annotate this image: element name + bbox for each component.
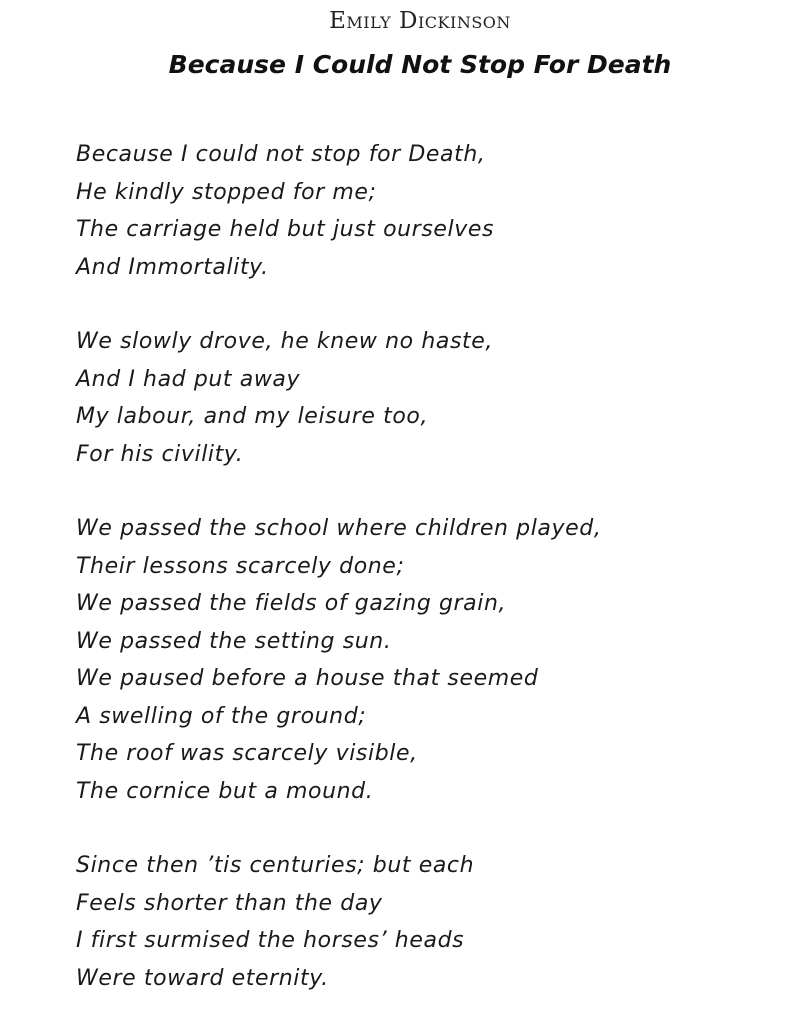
poem-line: Feels shorter than the day xyxy=(76,890,383,916)
poem-line: He kindly stopped for me; xyxy=(76,179,377,205)
poem-line: We slowly drove, he knew no haste, xyxy=(76,329,493,354)
poem-line: The carriage held but just ourselves xyxy=(76,217,495,242)
poem-line: We passed the fields of gazing grain, xyxy=(76,591,507,616)
poem-line: The cornice but a mound. xyxy=(76,778,374,804)
poem-line: I first surmised the horses’ heads xyxy=(76,928,465,953)
poem-line: A swelling of the ground; xyxy=(76,703,367,729)
poem-line: Their lessons scarcely done; xyxy=(76,553,405,579)
stanza-2 xyxy=(76,323,776,473)
poem-line: And I had put away xyxy=(76,366,301,392)
poem-body xyxy=(76,136,776,1034)
poem-line: The roof was scarcely visible, xyxy=(76,741,418,766)
poem-line: Because I could not stop for Death, xyxy=(76,142,486,167)
stanza-1 xyxy=(76,136,776,286)
poem-line: For his civility. xyxy=(76,441,244,467)
stanza-4 xyxy=(76,847,776,997)
poem-line: We paused before a house that seemed xyxy=(76,666,539,691)
poem-line: Since then ’tis centuries; but each xyxy=(76,853,475,878)
stanza-3 xyxy=(76,510,776,810)
poem-line: We passed the school where children played, xyxy=(76,516,602,541)
poem-line: And Immortality. xyxy=(76,254,269,280)
author-name: Emily Dickinson xyxy=(329,8,511,34)
poem-line: We passed the setting sun. xyxy=(76,628,392,654)
poem-line: My labour, and my leisure too, xyxy=(76,404,429,429)
poem-line: Were toward eternity. xyxy=(76,965,329,991)
poem-title: Because I Could Not Stop For Death xyxy=(168,50,672,79)
